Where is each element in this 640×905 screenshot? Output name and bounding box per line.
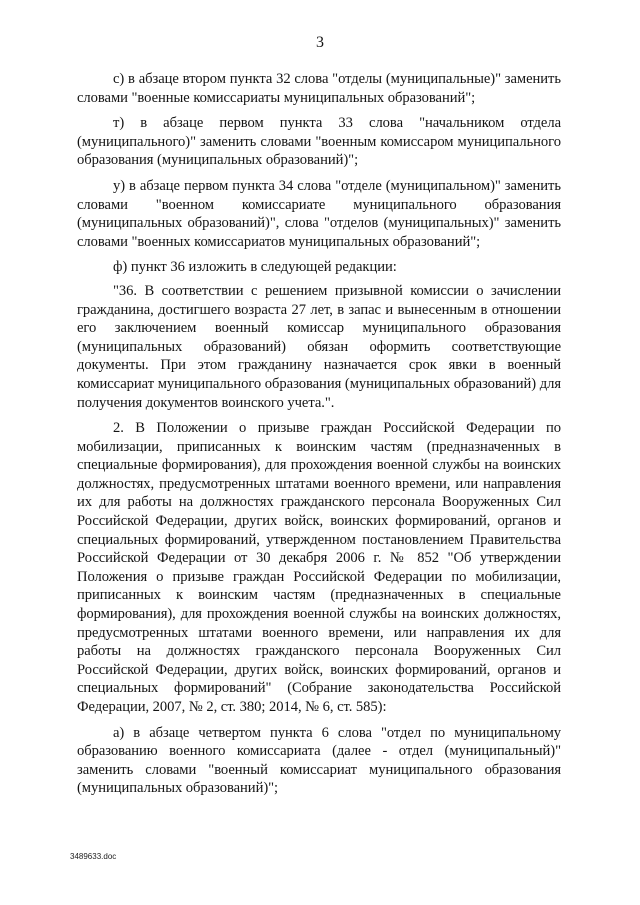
paragraph-item-t: т) в абзаце первом пункта 33 слова "начальником отдела (муниципального)" заменить словами "военным комиссаром муниципального образования (муниципальных образований)"; <box>77 115 561 169</box>
paragraph-item-a: а) в абзаце четвертом пункта 6 слова "отдел по муниципальному образованию военного комиссариата (далее - отдел (муниципальный)" заменить словами "военный комиссариат муниципального образования (муниципальных образований)"; <box>77 724 561 797</box>
paragraph-section-2: 2. В Положении о призыве граждан Российской Федерации по мобилизации, приписанных к воинским частям (предназначенных в специальные формирования), для прохождения военной службы на воинских должностях, предусмотренных штатами военного времени, или направления их для работы на должностях гражданского персонала Вооруженных Сил Российской Федерации, других войск, воинских формирований, органов и специальных формирований, утвержденном постановлением Правительства Российской Федерации от 30 декабря 2006 г. № 852 "Об утверждении Положения о призыве граждан Российской Федерации по мобилизации, приписанных к воинским частям (предназначенных в специальные формирования), для прохождения военной службы на воинских должностях, предусмотренных штатами военного времени, или направления их для работы на должностях гражданского персонала Вооруженных Сил Российской Федерации, других войск, воинских формирований, органов и специальных формирований" (Собрание законодательства Российской Федерации, 2007, № 2, ст. 380; 2014, № 6, ст. 585): <box>77 420 561 715</box>
paragraph-item-s: с) в абзаце втором пункта 32 слова "отделы (муниципальные)" заменить словами "военные комиссариаты муниципальных образований"; <box>77 71 561 106</box>
page-number: 3 <box>316 34 324 51</box>
paragraph-item-f: ф) пункт 36 изложить в следующей редакции: <box>113 259 397 276</box>
paragraph-item-36-text: "36. В соответствии с решением призывной комиссии о зачислении гражданина, достигшего возраста 27 лет, в запас и вынесенным в отношении его заключением военный комиссар муниципального образования (муниципальных образований) обязан оформить соответствующие документы. При этом гражданину назначается срок явки в военный комиссариат муниципального образования (муниципальных образований) для получения документов воинского учета.". <box>77 282 561 411</box>
paragraph-item-u: у) в абзаце первом пункта 34 слова "отделе (муниципальном)" заменить словами "военном комиссариате муниципального образования (муниципальных образований)", слова "отделов (муниципальных)" заменить словами "военных комиссариатов муниципальных образований"; <box>77 177 561 250</box>
file-name-footer: 3489633.doc <box>70 852 117 861</box>
document-body <box>77 70 561 803</box>
